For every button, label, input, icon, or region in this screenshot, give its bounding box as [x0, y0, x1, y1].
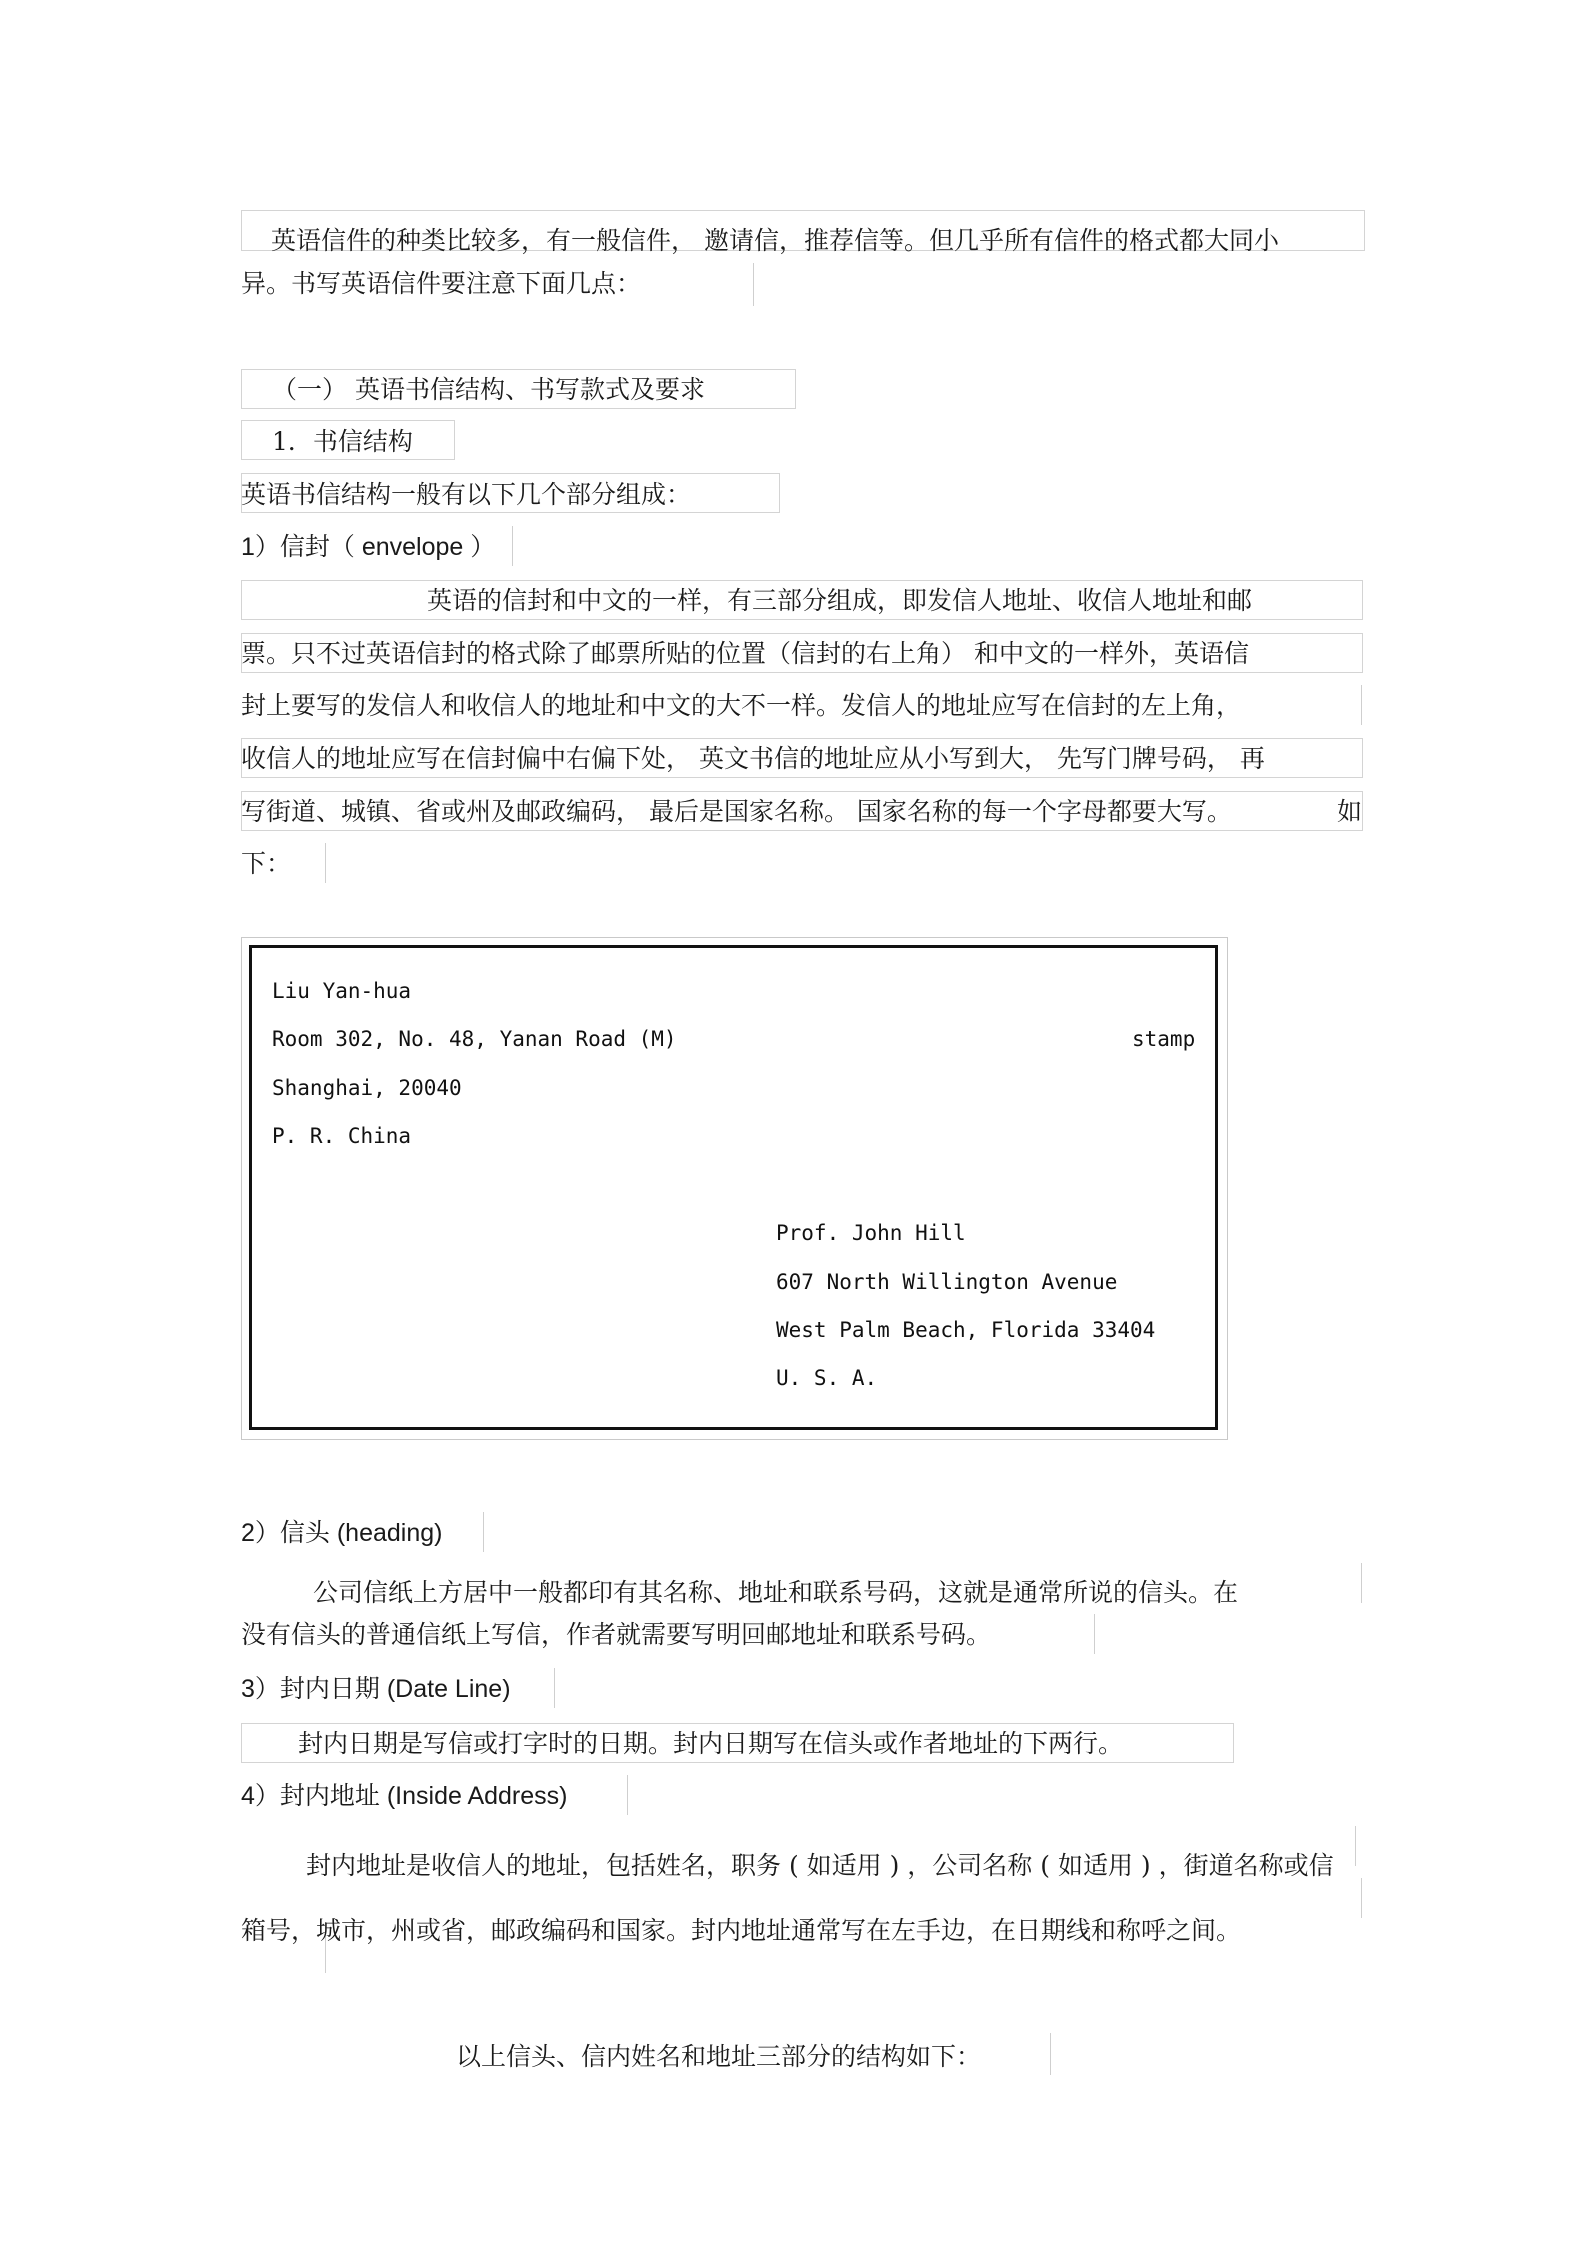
part3-line-1: 封内日期是写信或打字时的日期。封内日期写在信头或作者地址的下两行。	[298, 1729, 1124, 1758]
part3-heading-rule	[554, 1668, 555, 1708]
envelope-recipient-line-3: West Palm Beach, Florida 33404	[776, 1318, 1156, 1342]
intro-line-1: 英语信件的种类比较多，有一般信件， 邀请信，推荐信等。但几乎所有信件的格式都大同小	[271, 226, 1279, 255]
part1-line-3: 封上要写的发信人和收信人的地址和中文的大不一样。发信人的地址应写在信封的左上角，	[241, 691, 1242, 720]
closing-rule	[1050, 2033, 1051, 2075]
envelope-recipient-line-4: U. S. A.	[776, 1366, 878, 1390]
closing-text: 以上信头、信内姓名和地址三部分的结构如下：	[456, 2042, 982, 2071]
part4-heading: 4）封内地址 (Inside Address)	[241, 1782, 568, 1810]
envelope-recipient-line-1: Prof. John Hill	[776, 1221, 966, 1245]
part1-line3-rule	[1361, 685, 1362, 725]
part2-heading: 2）信头 (heading)	[241, 1519, 443, 1547]
subsection-1-title: 1．书信结构	[272, 427, 413, 456]
part4-line1b-rule	[1361, 1878, 1362, 1918]
envelope-sender-line-3: Shanghai, 20040	[272, 1076, 462, 1100]
part1-line-2: 票。只不过英语信封的格式除了邮票所贴的位置（信封的右上角） 和中文的一样外，英语信	[241, 639, 1249, 668]
part2-heading-rule	[483, 1512, 484, 1552]
part1-line-5-end: 如	[1337, 797, 1363, 826]
part1-line-4: 收信人的地址应写在信封偏中右偏下处， 英文书信的地址应从小写到大， 先写门牌号码， 再	[241, 744, 1265, 773]
part4-line1-rule	[1355, 1826, 1356, 1866]
section-1-title: （一） 英语书信结构、书写款式及要求	[272, 375, 705, 404]
part1-line-1: 英语的信封和中文的一样，有三部分组成，即发信人地址、收信人地址和邮	[427, 586, 1253, 615]
envelope-sender-line-2: Room 302, No. 48, Yanan Road (M)	[272, 1027, 677, 1051]
part4-line-2: 箱号，城市，州或省，邮政编码和国家。封内地址通常写在左手边，在日期线和称呼之间。	[241, 1916, 1242, 1945]
envelope-recipient-line-2: 607 North Willington Avenue	[776, 1270, 1118, 1294]
part1-line6-rule	[325, 843, 326, 883]
subsection-1-intro: 英语书信结构一般有以下几个部分组成：	[241, 480, 692, 509]
envelope-sender-line-1: Liu Yan-hua	[272, 979, 412, 1003]
part2-line-1: 公司信纸上方居中一般都印有其名称、地址和联系号码，这就是通常所说的信头。在	[313, 1578, 1239, 1607]
intro-line-2: 异。书写英语信件要注意下面几点：	[241, 269, 642, 298]
part4-heading-rule	[627, 1775, 628, 1815]
part1-line-5: 写街道、城镇、省或州及邮政编码， 最后是国家名称。 国家名称的每一个字母都要大写。	[241, 797, 1232, 826]
envelope-sender-line-4: P. R. China	[272, 1124, 412, 1148]
part1-heading: 1）信封（ envelope ）	[241, 533, 496, 561]
intro-line2-rule	[753, 263, 754, 306]
part1-line-6: 下：	[241, 849, 292, 878]
part4-line-1: 封内地址是收信人的地址，包括姓名，职务 ( 如适用 ) ，公司名称 ( 如适用 ) ，街道名称或信	[306, 1851, 1334, 1880]
part1-heading-rule	[512, 526, 513, 566]
part3-heading: 3）封内日期 (Date Line)	[241, 1675, 511, 1703]
part2-line2-rule	[1094, 1614, 1095, 1654]
envelope-frame	[249, 945, 1218, 1430]
part2-line-2: 没有信头的普通信纸上写信，作者就需要写明回邮地址和联系号码。	[241, 1620, 992, 1649]
part2-line1-rule	[1361, 1563, 1362, 1603]
envelope-stamp-label: stamp	[1132, 1027, 1196, 1051]
